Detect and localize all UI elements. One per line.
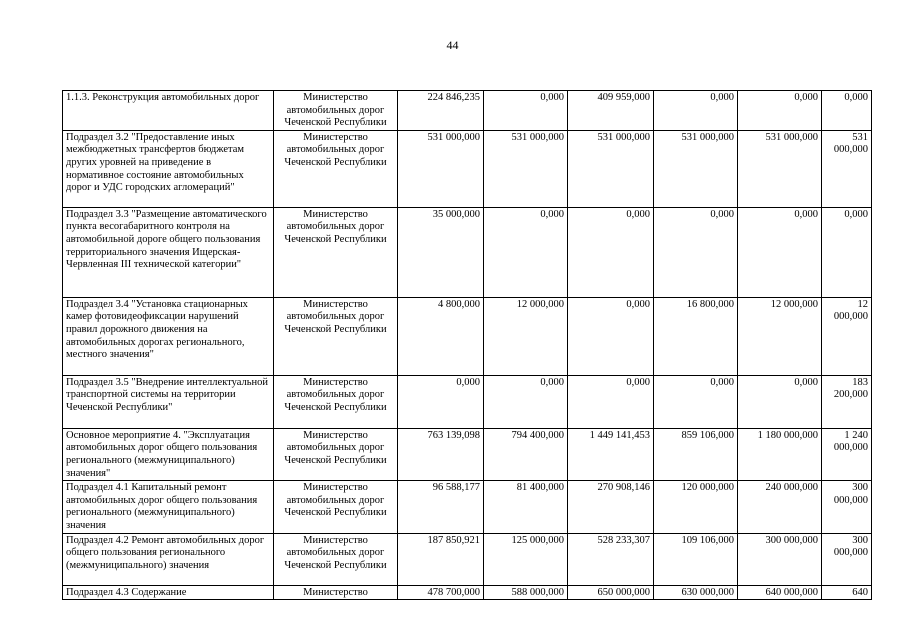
value-cell: 0,000: [738, 375, 822, 428]
executor-cell: Министерство автомобильных дорог Чеченской Республики: [274, 297, 398, 375]
value-cell: 640 000,000: [738, 585, 822, 600]
executor-cell: Министерство автомобильных дорог Чеченской Республики: [274, 375, 398, 428]
row-name-cell: Подраздел 4.3 Содержание: [63, 585, 274, 600]
executor-cell: Министерство: [274, 585, 398, 600]
row-name-cell: Основное мероприятие 4. "Эксплуатация автомобильных дорог общего пользования регионального (межмуниципального) значения": [63, 428, 274, 480]
row-name-cell: Подраздел 3.2 "Предоставление иных межбюджетных трансфертов бюджетам других уровней на приведение в нормативное состояние автомобильных дорог и УДС городских агломераций": [63, 130, 274, 207]
value-cell: 0,000: [654, 207, 738, 297]
executor-cell: Министерство автомобильных дорог Чеченской Республики: [274, 533, 398, 585]
value-cell: 0,000: [738, 207, 822, 297]
value-cell: 588 000,000: [484, 585, 568, 600]
table-row: [63, 91, 872, 131]
value-cell: 0,000: [398, 375, 484, 428]
value-cell: 0,000: [738, 91, 822, 131]
value-cell: 224 846,235: [398, 91, 484, 131]
value-cell: 0,000: [654, 91, 738, 131]
value-cell: 183 200,000: [822, 375, 872, 428]
row-name-cell: Подраздел 3.5 "Внедрение интеллектуальной транспортной системы на территории Чеченской Республики": [63, 375, 274, 428]
table-row: [63, 585, 872, 600]
row-name-cell: Подраздел 3.4 "Установка стационарных камер фотовидеофиксации нарушений правил дорожного движения на автомобильных дорогах регионального, местного значения": [63, 297, 274, 375]
value-cell: 531 000,000: [654, 130, 738, 207]
row-name-cell: Подраздел 4.2 Ремонт автомобильных дорог общего пользования регионального (межмуниципального) значения: [63, 533, 274, 585]
executor-cell: Министерство автомобильных дорог Чеченской Республики: [274, 481, 398, 533]
value-cell: 96 588,177: [398, 481, 484, 533]
value-cell: 109 106,000: [654, 533, 738, 585]
value-cell: 0,000: [654, 375, 738, 428]
value-cell: 120 000,000: [654, 481, 738, 533]
value-cell: 0,000: [484, 375, 568, 428]
table-row: [63, 297, 872, 375]
row-name-cell: 1.1.3. Реконструкция автомобильных дорог: [63, 91, 274, 131]
value-cell: 270 908,146: [568, 481, 654, 533]
value-cell: 240 000,000: [738, 481, 822, 533]
executor-cell: Министерство автомобильных дорог Чеченской Республики: [274, 207, 398, 297]
table-row: [63, 130, 872, 207]
value-cell: 531 000,000: [822, 130, 872, 207]
value-cell: 12 000,000: [738, 297, 822, 375]
value-cell: 1 240 000,000: [822, 428, 872, 480]
page-number: 44: [446, 38, 459, 52]
value-cell: 531 000,000: [568, 130, 654, 207]
executor-cell: Министерство автомобильных дорог Чеченской Республики: [274, 130, 398, 207]
value-cell: 859 106,000: [654, 428, 738, 480]
value-cell: 531 000,000: [738, 130, 822, 207]
value-cell: 187 850,921: [398, 533, 484, 585]
table-row: [63, 207, 872, 297]
value-cell: 0,000: [568, 207, 654, 297]
executor-cell: Министерство автомобильных дорог Чеченской Республики: [274, 91, 398, 131]
value-cell: 409 959,000: [568, 91, 654, 131]
value-cell: 4 800,000: [398, 297, 484, 375]
value-cell: 12 000,000: [822, 297, 872, 375]
value-cell: 0,000: [822, 91, 872, 131]
executor-cell: Министерство автомобильных дорог Чеченской Республики: [274, 428, 398, 480]
value-cell: 1 180 000,000: [738, 428, 822, 480]
table-row: [63, 533, 872, 585]
value-cell: 0,000: [484, 91, 568, 131]
value-cell: 763 139,098: [398, 428, 484, 480]
value-cell: 0,000: [822, 207, 872, 297]
table-row: [63, 481, 872, 533]
value-cell: 12 000,000: [484, 297, 568, 375]
value-cell: 528 233,307: [568, 533, 654, 585]
table-row: [63, 428, 872, 480]
value-cell: 35 000,000: [398, 207, 484, 297]
value-cell: 531 000,000: [484, 130, 568, 207]
value-cell: 650 000,000: [568, 585, 654, 600]
value-cell: 81 400,000: [484, 481, 568, 533]
value-cell: 0,000: [484, 207, 568, 297]
row-name-cell: Подраздел 4.1 Капитальный ремонт автомобильных дорог общего пользования регионального (межмуниципального) значения: [63, 481, 274, 533]
value-cell: 630 000,000: [654, 585, 738, 600]
value-cell: 0,000: [568, 375, 654, 428]
value-cell: 300 000,000: [822, 533, 872, 585]
value-cell: 531 000,000: [398, 130, 484, 207]
table-row: [63, 375, 872, 428]
value-cell: 640: [822, 585, 872, 600]
value-cell: 1 449 141,453: [568, 428, 654, 480]
value-cell: 478 700,000: [398, 585, 484, 600]
value-cell: 16 800,000: [654, 297, 738, 375]
value-cell: 0,000: [568, 297, 654, 375]
value-cell: 300 000,000: [822, 481, 872, 533]
row-name-cell: Подраздел 3.3 "Размещение автоматического пункта весогабаритного контроля на автомобильной дороге общего пользования территориального значения Ищерская-Червленная III технической категории": [63, 207, 274, 297]
budget-table: [62, 90, 872, 600]
value-cell: 794 400,000: [484, 428, 568, 480]
value-cell: 300 000,000: [738, 533, 822, 585]
value-cell: 125 000,000: [484, 533, 568, 585]
